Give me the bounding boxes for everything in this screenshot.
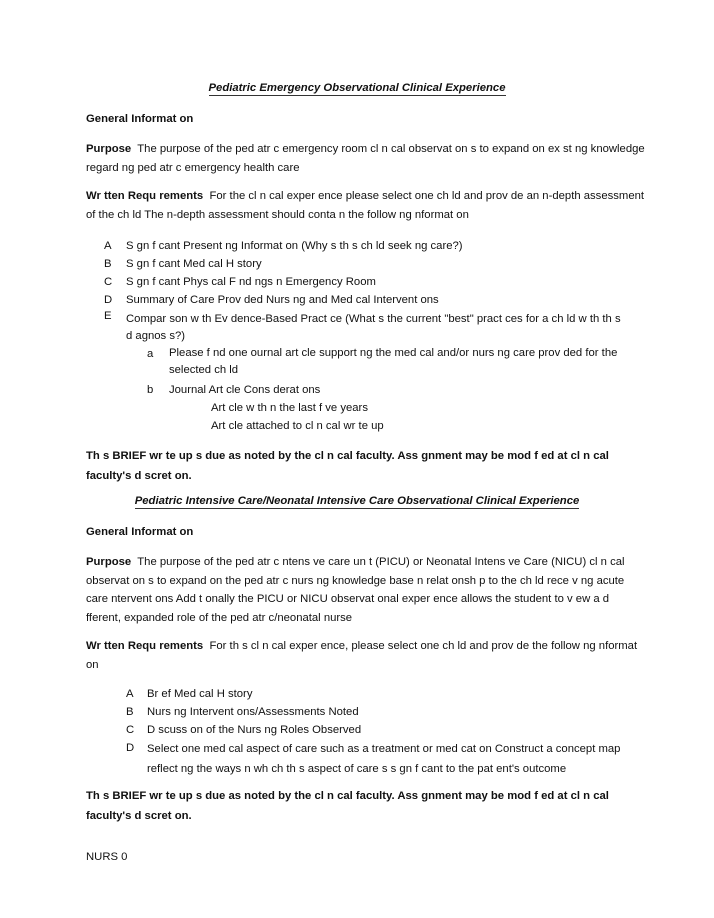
purpose-label: Purpose bbox=[86, 143, 132, 155]
section1-due-note: Th s BRIEF wr te up s due as noted by the cl n cal faculty. Ass gnment may be mod f ed at cl n cal faculty's d scret on. bbox=[86, 450, 609, 482]
list-item: Art cle w th n the last f ve years bbox=[211, 402, 368, 414]
section1-purpose bbox=[86, 140, 646, 178]
written-text: For th s cl n cal exper ence, please select one ch ld and prov de the follow ng nformat on bbox=[86, 640, 638, 671]
written-label: Wr tten Requ rements bbox=[86, 190, 204, 202]
list-item: E Compar son w th Ev dence-Based Pract ce (What s the current "best" pract ces for a ch ld w th th s d agnos s?) bbox=[104, 310, 621, 342]
list-item: Art cle attached to cl n cal wr te up bbox=[211, 420, 384, 432]
list-item: a Please f nd one ournal art cle support ng the med cal and/or nurs ng care prov ded for the selected ch ld bbox=[147, 347, 618, 376]
section1-written-requirements bbox=[86, 187, 646, 225]
list-item: D Select one med cal aspect of care such as a treatment or med cat on Construct a concept map reflect ng the ways n wh ch th s aspect of care s s gn f cant to the pat ent's outcome bbox=[126, 742, 621, 775]
written-label: Wr tten Requ rements bbox=[86, 640, 204, 652]
document-page: Pediatric Emergency Observational Clinical Experience General Informat on Purpose The purpose of the ped atr c emergency room cl n cal observat on s to expand on ex st ng knowledge regard ng ped atr c emergency health care Wr tten Requ rements For the cl n cal exper ence please select one ch ld and prov de an n-depth assessment of the ch ld The n-depth assessment should conta n the follow ng nformat on A S gn f cant Present ng Informat on (Why s th s ch ld seek ng care?) B S gn f cant Med cal H story C S gn f cant Phys cal F nd ngs n Emergency Room D Summary of Care Prov ded Nurs ng and Med cal Intervent ons E Compar son w th Ev dence-Based Pract ce (What s the current "best" pract ces for a ch ld w th th s d agnos s?) a Please f nd one ournal art cle support ng the med cal and/or nurs ng care prov ded for the selected ch ld b Journal Art cle Cons derat ons Art cle w th n the last f ve years Art cle attached to cl n cal wr te up Th s BRIEF wr te up s due as noted by the cl n cal faculty. Ass gnment may be mod f ed at cl n cal faculty's d scret on. Pediatric Intensive Care/Neonatal Intensive Care Observational Clinical Experience General Informat on Purpose The purpose of the ped atr c ntens ve care un t (PICU) or Neonatal Intens ve Care (NICU) cl n cal observat on s to expand on the ped atr c nurs ng knowledge base n relat onsh p to the ch ld rece v ng acute care ntervent ons Add t onally the PICU or NICU observat onal exper ence allows the student to v ew a d fferent, expanded role of the ped atr c/neonatal nurse Wr tten Requ rements For th s cl n cal exper ence, please select one ch ld and prov de the follow ng nformat on A Br ef Med cal H story B Nurs ng Intervent ons/Assessments Noted C D scuss on of the Nurs ng Roles Observed D Select one med cal aspect of care such as a treatment or med cat on Construct a concept map reflect ng the ways n wh ch th s aspect of care s s gn f cant to the pat ent's outcome Th s BRIEF wr te up s due as noted by the cl n cal faculty. Ass gnment may be mod f ed at cl n cal faculty's d scret on. NURS 0 bbox=[0, 0, 714, 918]
page-footer: NURS 0 bbox=[86, 851, 128, 863]
section2-due-note: Th s BRIEF wr te up s due as noted by the cl n cal faculty. Ass gnment may be mod f ed at cl n cal faculty's d scret on. bbox=[86, 790, 609, 822]
section2-title: Pediatric Intensive Care/Neonatal Intensive Care Observational Clinical Experience bbox=[134, 495, 580, 507]
section1-title: Pediatric Emergency Observational Clinical Experience bbox=[208, 82, 506, 94]
purpose-text: The purpose of the ped atr c emergency room cl n cal observat on s to expand on ex st ng knowledge regard ng ped atr c emergency health care bbox=[86, 143, 645, 174]
written-text: For the cl n cal exper ence please select one ch ld and prov de an n-depth assessment of the ch ld The n-depth assessment should conta n the follow ng nformat on bbox=[86, 190, 645, 221]
purpose-label: Purpose bbox=[86, 556, 132, 568]
section2-purpose bbox=[86, 553, 646, 627]
purpose-text: The purpose of the ped atr c ntens ve care un t (PICU) or Neonatal Intens ve Care (NICU) cl n cal observat on s to expand on the ped atr c nurs ng knowledge base n relat onsh p to the ch ld rece v ng acute care ntervent ons Add t onally the PICU or NICU observat onal exper ence allows the student to v ew a d fferent, expanded role of the ped atr c/neonatal nurse bbox=[86, 556, 625, 624]
section2-written-requirements bbox=[86, 637, 646, 675]
section2-general-heading: General Informat on bbox=[86, 526, 194, 538]
section1-general-heading: General Informat on bbox=[86, 113, 194, 125]
